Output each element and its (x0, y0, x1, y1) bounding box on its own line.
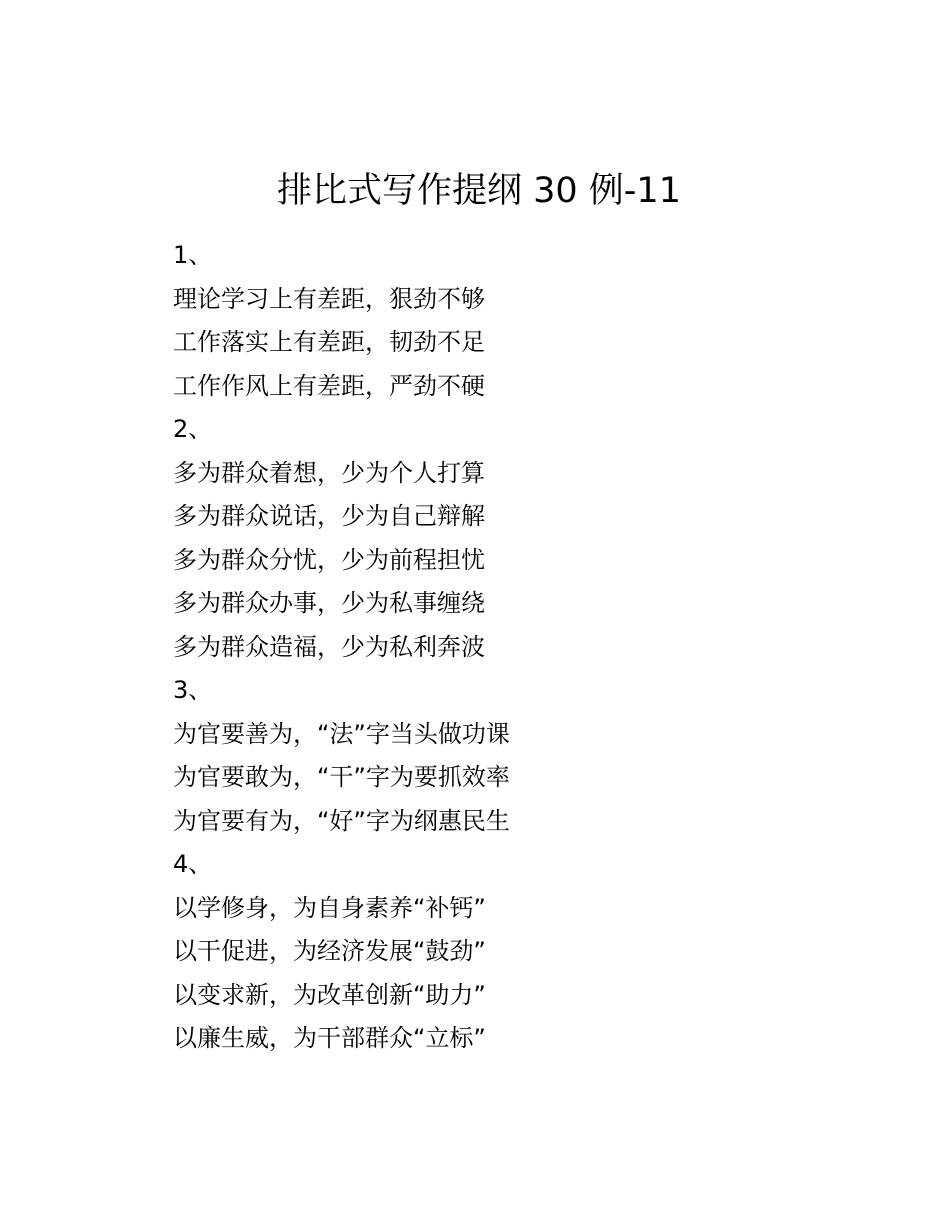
text-line: 为官要善为，“法”字当头做功课 (173, 719, 510, 748)
document-body (173, 234, 793, 1061)
text-line: 多为群众造福，少为私利奔波 (173, 632, 485, 661)
text-line: 以变求新，为改革创新“助力” (173, 980, 486, 1009)
text-line: 工作落实上有差距，韧劲不足 (173, 328, 485, 356)
text-line: 以干促进，为经济发展“鼓劲” (173, 937, 486, 965)
page-title: 排比式写作提纲 30 例-11 (277, 171, 681, 211)
section-number-1: 1、 (173, 241, 213, 269)
text-line: 多为群众说话，少为自己辩解 (173, 502, 485, 530)
section-number-4: 4、 (173, 850, 213, 878)
text-line: 多为群众办事，少为私事缠绕 (173, 589, 485, 617)
text-line: 为官要有为，“好”字为纲惠民生 (173, 806, 510, 835)
text-line: 为官要敢为，“干”字为要抓效率 (173, 763, 510, 791)
text-line: 以学修身，为自身素养“补钙” (173, 893, 486, 922)
text-line: 以廉生威，为干部群众“立标” (173, 1024, 486, 1052)
section-number-2: 2、 (173, 415, 213, 443)
text-line: 理论学习上有差距，狠劲不够 (173, 284, 485, 313)
text-line: 多为群众着想，少为个人打算 (173, 458, 485, 487)
text-line: 工作作风上有差距，严劲不硬 (173, 371, 485, 400)
section-number-3: 3、 (173, 676, 213, 704)
text-line: 多为群众分忧，少为前程担忧 (173, 545, 485, 574)
